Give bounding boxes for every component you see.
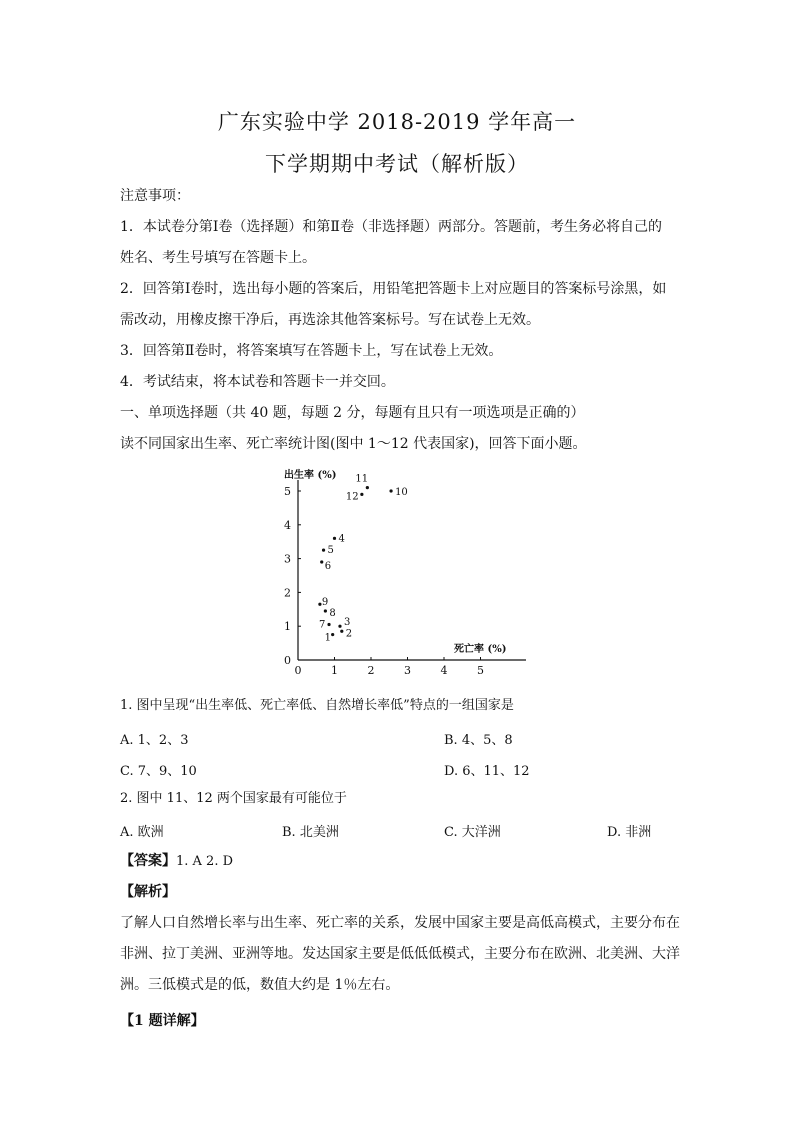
title-line-2: 下学期期中考试（解析版） [265, 152, 529, 176]
point-label: 6 [324, 560, 332, 572]
note-2b: 需改动，用橡皮擦干净后，再选涂其他答案标号。写在试卷上无效。 [120, 312, 540, 328]
analysis-line-3: 洲。三低模式是的低，数值大约是 1％左右。 [120, 977, 400, 993]
data-point [322, 549, 325, 552]
q1-option-a: A. 1、2、3 [120, 733, 189, 748]
x-tick-label: 0 [294, 664, 302, 677]
y-tick-label: 4 [284, 518, 291, 532]
q2-option-d: D. 非洲 [607, 825, 652, 840]
q2-option-a: A. 欧洲 [120, 825, 164, 840]
data-point [389, 489, 392, 492]
note-3: 3．回答第Ⅱ卷时，将答案填写在答题卡上，写在试卷上无效。 [120, 343, 503, 359]
point-label: 3 [343, 617, 351, 629]
section-heading: 一、单项选择题（共 40 题，每题 2 分，每题有且只有一项选项是正确的） [120, 405, 585, 421]
analysis-line-2: 非洲、拉丁美洲、亚洲等地。发达国家主要是低低低模式，主要分布在欧洲、北美洲、大洋 [120, 946, 680, 962]
notes-heading: 注意事项： [120, 188, 190, 204]
answer-tag: 【答案】 [120, 853, 176, 869]
point-label: 9 [321, 597, 329, 609]
point-label: 4 [338, 533, 345, 545]
data-point [327, 623, 330, 626]
data-point [333, 537, 336, 540]
data-point [324, 609, 327, 612]
point-label: 7 [319, 619, 326, 631]
y-tick-label: 3 [284, 552, 291, 566]
x-tick-label: 1 [331, 664, 338, 677]
analysis-line-1: 了解人口自然增长率与出生率、死亡率的关系，发展中国家主要是高低高模式，主要分布在 [120, 915, 680, 931]
title-line-1: 广东实验中学 2018-2019 学年高一 [217, 110, 577, 134]
point-label: 10 [395, 487, 408, 498]
x-axis-label: 死亡率 (%) [454, 644, 507, 655]
y-tick-label: 5 [284, 485, 291, 498]
point-label: 5 [327, 545, 334, 557]
point-label: 12 [345, 491, 359, 503]
point-label: 1 [324, 632, 332, 644]
x-tick-label: 5 [477, 664, 484, 677]
detail-tag: 【1 题详解】 [120, 1013, 205, 1029]
y-axis-label: 出生率 (%) [284, 470, 337, 481]
x-tick-label: 4 [440, 664, 448, 677]
q2-stem: 2. 图中 11、12 两个国家最有可能位于 [120, 791, 347, 806]
data-point [340, 630, 343, 633]
note-4: 4．考试结束，将本试卷和答题卡一并交回。 [120, 374, 395, 390]
data-point [360, 493, 363, 496]
y-tick-label: 1 [284, 620, 291, 634]
analysis-tag: 【解析】 [120, 884, 176, 900]
q1-stem: 1. 图中呈现“出生率低、死亡率低、自然增长率低”特点的一组国家是 [120, 698, 514, 713]
data-point [338, 625, 341, 628]
note-2a: 2．回答第Ⅰ卷时，选出每小题的答案后，用铅笔把答题卡上对应题目的答案标号涂黑，如 [120, 281, 667, 297]
point-label: 2 [345, 628, 353, 640]
y-tick-label: 2 [284, 586, 291, 600]
answer-text: 1. A 2. D [176, 854, 234, 869]
x-tick-label: 2 [367, 664, 375, 677]
point-label: 8 [329, 607, 336, 619]
note-1b: 姓名、考生号填写在答题卡上。 [120, 250, 316, 266]
q1-option-c: C. 7、9、10 [120, 764, 197, 779]
scatter-chart [278, 468, 528, 686]
data-point [366, 486, 369, 489]
point-label: 11 [355, 473, 369, 485]
q1-option-b: B. 4、5、8 [444, 733, 513, 748]
q1-option-d: D. 6、11、12 [444, 764, 530, 779]
answer-line [120, 852, 680, 871]
note-1a: 1．本试卷分第Ⅰ卷（选择题）和第Ⅱ卷（非选择题）两部分。答题前，考生务必将自己的 [120, 219, 662, 235]
y-tick-label: 0 [284, 654, 291, 667]
chart-intro: 读不同国家出生率、死亡率统计图(图中 1～12 代表国家)，回答下面小题。 [120, 436, 587, 452]
x-tick-label: 3 [404, 664, 411, 677]
q2-option-b: B. 北美洲 [282, 825, 339, 840]
data-point [320, 560, 323, 563]
q2-option-c: C. 大洋洲 [444, 825, 501, 840]
data-point [331, 633, 334, 636]
